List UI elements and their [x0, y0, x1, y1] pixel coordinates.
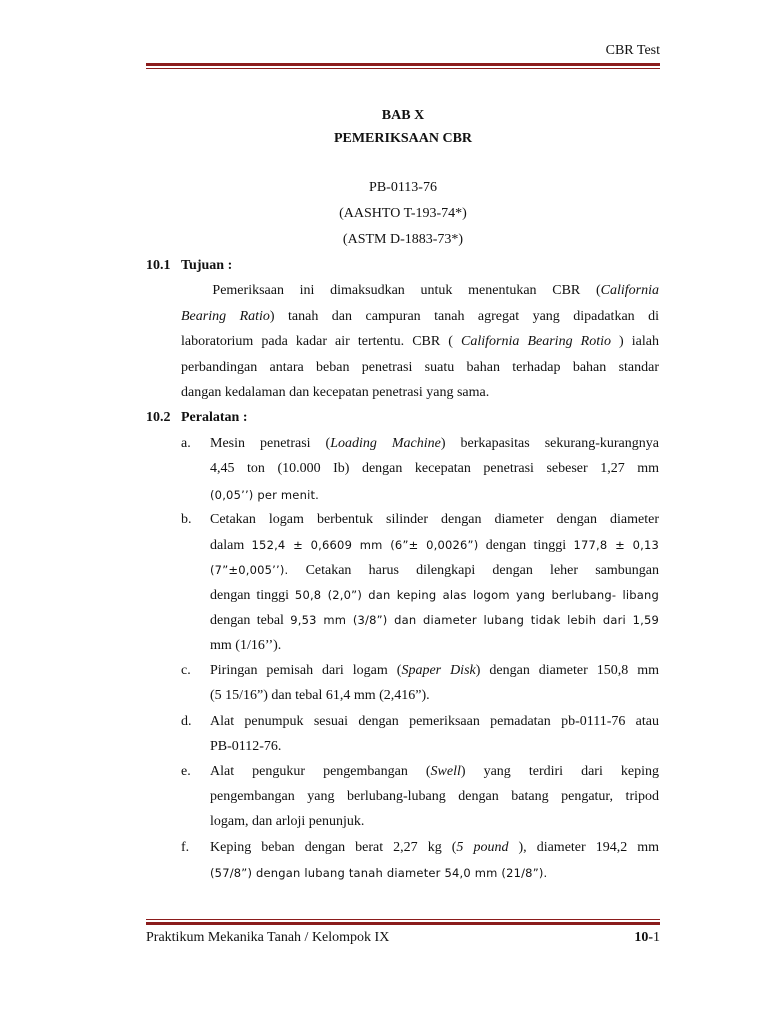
footer-rule-thin: [146, 919, 660, 920]
tujuan-line-4: perbandingan antara beban penetrasi suatu bahan terhadap bahan standar: [181, 360, 659, 375]
standard-pb: PB-0113-76: [369, 180, 437, 195]
tujuan-line-3: laboratorium pada kadar air tertentu. CBR ( California Bearing Rotio ) ialah: [181, 334, 660, 349]
item-f-letter: f.: [181, 840, 190, 855]
item-b-line-2: dalam 152,4 ± 0,6609 mm (6”± 0,0026”) dengan tinggi 177,8 ± 0,13: [210, 538, 659, 553]
footer-page-number: 10-1: [634, 930, 660, 945]
chapter-number: BAB X: [381, 108, 425, 123]
footer-rule-thick: [146, 922, 660, 925]
item-a-line-2: 4,45 ton (10.000 Ib) dengan kecepatan penetrasi sebeser 1,27 mm: [210, 461, 659, 476]
item-d-line-2: PB-0112-76.: [210, 739, 282, 754]
item-b-line-1: Cetakan logam berbentuk silinder dengan diameter dengan diameter: [210, 512, 659, 527]
header-rule-thin: [146, 68, 660, 69]
tujuan-line-2: Bearing Ratio) tanah dan campuran tanah agregat yang dipadatkan di: [181, 309, 660, 324]
item-c-line-2: (5 15/16”) dan tebal 61,4 mm (2,416”).: [210, 688, 430, 703]
item-d-letter: d.: [181, 714, 192, 729]
standard-aashto: (AASHTO T-193-74*): [339, 206, 467, 221]
item-f-line-2: (57/8”) dengan lubang tanah diameter 54,0 mm (21/8”).: [210, 866, 548, 880]
item-a-line-3: (0,05’’) per menit.: [210, 488, 320, 502]
item-b-line-3: (7”±0,005’’). Cetakan harus dilengkapi dengan leher sambungan: [210, 563, 659, 578]
item-b-letter: b.: [181, 512, 192, 527]
item-b-line-6: mm (1/16’’).: [210, 638, 282, 653]
item-d-line-1: Alat penumpuk sesuai dengan pemeriksaan pemadatan pb-0111-76 atau: [210, 714, 659, 729]
section-title-peralatan: Peralatan :: [181, 410, 248, 425]
header-rule-thick: [146, 63, 660, 66]
footer-course-title: Praktikum Mekanika Tanah / Kelompok IX: [146, 930, 390, 945]
item-e-line-2: pengembangan yang berlubang-lubang dengan batang pengatur, tripod: [210, 789, 659, 804]
tujuan-line-5: dangan kedalaman dan kecepatan penetrasi yang sama.: [181, 385, 490, 400]
item-e-line-3: logam, dan arloji penunjuk.: [210, 814, 365, 829]
item-e-letter: e.: [181, 764, 191, 779]
item-b-line-5: dengan tebal 9,53 mm (3/8”) dan diameter lubang tidak lebih dari 1,59: [210, 613, 660, 628]
chapter-title: PEMERIKSAAN CBR: [333, 131, 473, 146]
standard-astm: (ASTM D-1883-73*): [342, 232, 464, 247]
item-b-line-4: dengan tinggi 50,8 (2,0”) dan keping alas logom yang berlubang- libang: [210, 588, 659, 603]
item-f-line-1: Keping beban dengan berat 2,27 kg (5 pound ), diameter 194,2 mm: [210, 840, 660, 855]
section-number-tujuan: 10.1: [146, 258, 171, 273]
running-header-title: CBR Test: [605, 43, 660, 58]
item-a-letter: a.: [181, 436, 191, 451]
tujuan-line-1: Pemeriksaan ini dimaksudkan untuk menentukan CBR (California: [212, 283, 659, 298]
item-c-letter: c.: [181, 663, 191, 678]
section-title-tujuan: Tujuan :: [181, 258, 233, 273]
item-a-line-1: Mesin penetrasi (Loading Machine) berkapasitas sekurang-kurangnya: [210, 436, 659, 451]
item-c-line-1: Piringan pemisah dari logam (Spaper Disk) dengan diameter 150,8 mm: [210, 663, 660, 678]
item-e-line-1: Alat pengukur pengembangan (Swell) yang terdiri dari keping: [210, 764, 660, 779]
section-number-peralatan: 10.2: [146, 410, 171, 425]
